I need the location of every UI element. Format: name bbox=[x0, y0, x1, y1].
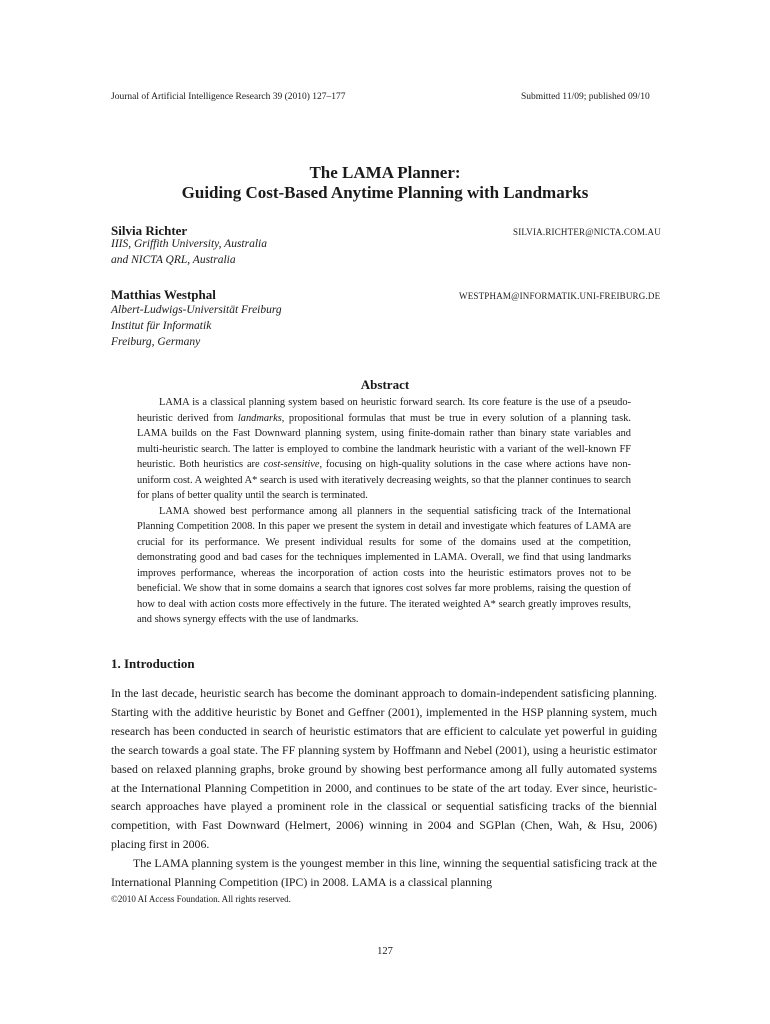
page-number: 127 bbox=[377, 946, 393, 957]
author-name: Silvia Richter bbox=[111, 223, 188, 238]
body-paragraph: The LAMA planning system is the youngest member in this line, winning the sequential satisficing track at the International Planning Competition (IPC) in 2008. LAMA is a classical planning bbox=[111, 856, 657, 890]
author-affiliation bbox=[111, 302, 282, 350]
author-name: Matthias Westphal bbox=[111, 287, 216, 302]
affiliation-line: Institut für Informatik bbox=[111, 320, 212, 332]
paper-title-line2: Guiding Cost-Based Anytime Planning with Landmarks bbox=[181, 183, 589, 202]
author-affiliation bbox=[111, 236, 267, 268]
author-email: WESTPHAM@INFORMATIK.UNI-FREIBURG.DE bbox=[459, 291, 661, 301]
affiliation-line: and NICTA QRL, Australia bbox=[111, 254, 236, 266]
section-heading: 1. Introduction bbox=[111, 656, 195, 671]
author-email: SILVIA.RICHTER@NICTA.COM.AU bbox=[513, 227, 661, 237]
paper-title-line1: The LAMA Planner: bbox=[309, 163, 461, 182]
introduction-body bbox=[111, 684, 657, 892]
affiliation-line: Albert-Ludwigs-Universität Freiburg bbox=[111, 304, 282, 316]
abstract-body bbox=[137, 395, 631, 628]
copyright-notice: ©2010 AI Access Foundation. All rights reserved. bbox=[111, 894, 291, 904]
emphasis: landmarks bbox=[237, 412, 282, 424]
body-paragraph: In the last decade, heuristic search has become the dominant approach to domain-independent satisficing planning. Starting with the additive heuristic by Bonet and Geffner (2001), implemented in the HSP planning system, much research has been conducted in search of heuristic estimators that are efficient to calculate yet powerful in guiding the search towards a goal state. The FF planning system by Hoffmann and Nebel (2001), using a heuristic estimator based on relaxed planning graphs, broke ground by showing best performance among all fully automated systems at the International Planning Competition in 2000, and continues to be state of the art today. Ever since, heuristic-search approaches have played a prominent role in the classical or sequential satisficing tracks of the biennial competition, with Fast Downward (Helmert, 2006) winning in 2004 and SGPlan (Chen, Wah, & Hsu, 2006) placing first in 2006. bbox=[111, 686, 657, 852]
abstract-paragraph: LAMA is a classical planning system based on heuristic forward search. Its core feature is the use of a pseudo-heuristic derived from landmarks, propositional formulas that must be true in every solution of a planning task. LAMA builds on the Fast Downward planning system, using finite-domain rather than binary state variables and multi-heuristic search. The latter is employed to combine the landmark heuristic with a variant of the well-known FF heuristic. Both heuristics are cost-sensitive, focusing on high-quality solutions in the case where actions have non-uniform cost. A weighted A* search is used with iteratively decreasing weights, so that the planner continues to search for plans of better quality until the search is terminated. bbox=[137, 397, 631, 501]
abstract-paragraph: LAMA showed best performance among all planners in the sequential satisficing track of the International Planning Competition 2008. In this paper we present the system in detail and investigate which features of LAMA are crucial for its performance. We present individual results for some of the domains used at the competition, demonstrating good and bad cases for the techniques implemented in LAMA. Overall, we find that using landmarks improves performance, whereas the incorporation of action costs into the heuristic estimators proves not to be beneficial. We show that in some domains a search that ignores cost solves far more problems, raising the question of how to deal with action costs more effectively in the future. The iterated weighted A* search greatly improves results, and shows synergy effects with the use of landmarks. bbox=[137, 505, 631, 625]
journal-citation: Journal of Artificial Intelligence Research 39 (2010) 127–177 bbox=[111, 92, 346, 102]
abstract-heading: Abstract bbox=[360, 377, 410, 392]
affiliation-line: IIIS, Griffith University, Australia bbox=[111, 238, 267, 250]
emphasis: cost-sensitive bbox=[263, 459, 320, 470]
submission-dates: Submitted 11/09; published 09/10 bbox=[521, 92, 650, 102]
affiliation-line: Freiburg, Germany bbox=[111, 336, 201, 348]
